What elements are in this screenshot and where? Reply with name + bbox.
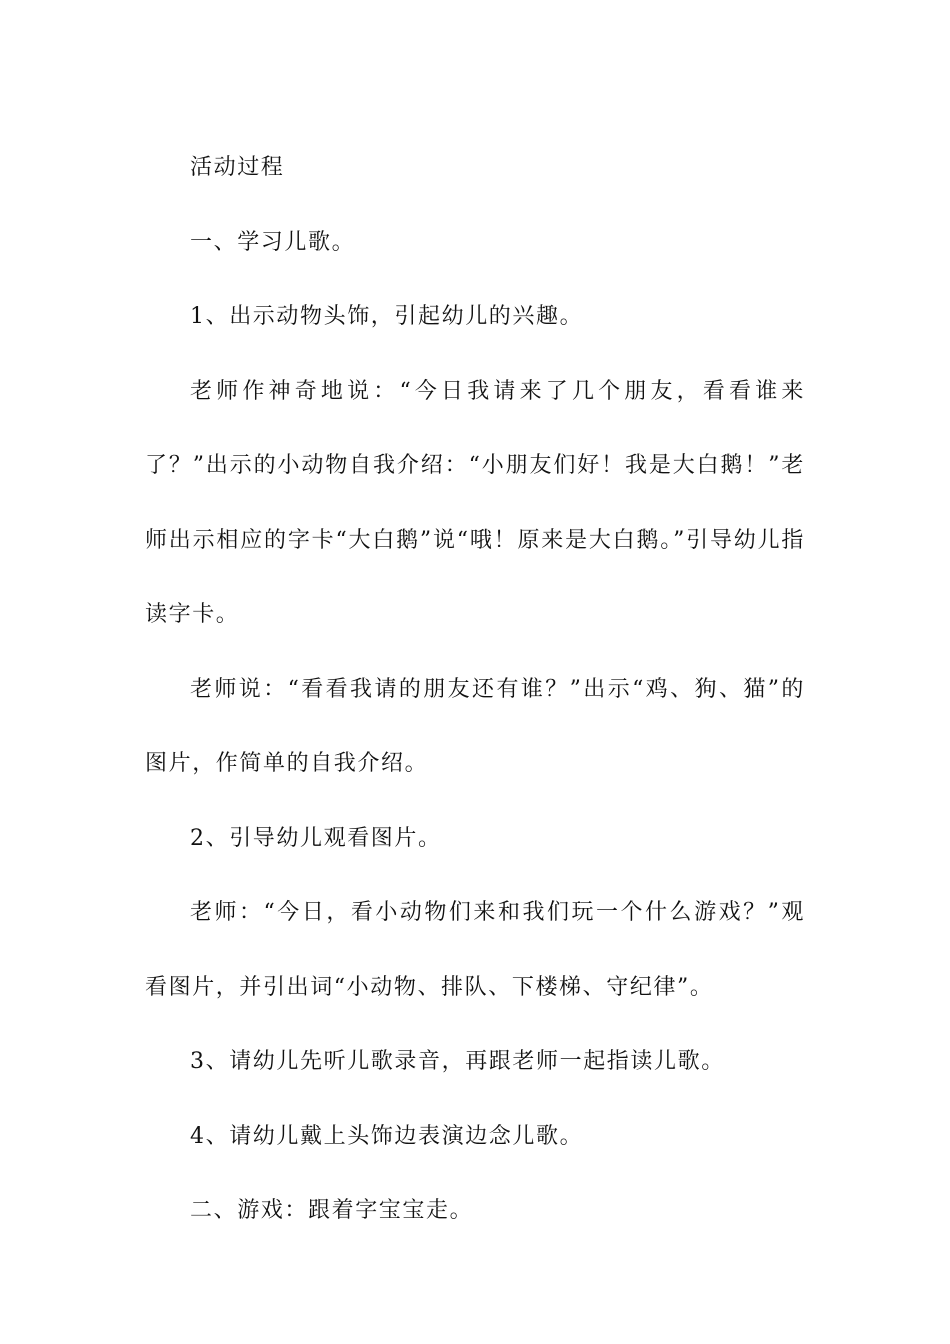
teacher-intro-paragraph: 老师作神奇地说：“今日我请来了几个朋友，看看谁来了？”出示的小动物自我介绍：“小朋友们好！我是大白鹅！”老师出示相应的字卡“大白鹅”说“哦！原来是大白鹅。”引导幼儿指读字卡。	[145, 378, 805, 627]
document-body	[145, 131, 805, 1249]
step-4-paragraph: 4、请幼儿戴上头饰边表演边念儿歌。	[190, 1123, 584, 1149]
teacher-friends-paragraph: 老师说：“看看我请的朋友还有谁？”出示“鸡、狗、猫”的图片，作简单的自我介绍。	[145, 676, 805, 776]
section-heading-activity-process: 活动过程	[190, 155, 285, 180]
teacher-game-paragraph: 老师：“今日，看小动物们来和我们玩一个什么游戏？”观看图片，并引出词“小动物、排队、下楼梯、守纪律”。	[145, 900, 805, 1000]
step-2-paragraph: 2、引导幼儿观看图片。	[190, 825, 442, 851]
section-heading-game: 二、游戏：跟着字宝宝走。	[190, 1198, 474, 1223]
step-1-paragraph: 1、出示动物头饰，引起幼儿的兴趣。	[190, 304, 584, 329]
step-3-paragraph: 3、请幼儿先听儿歌录音，再跟老师一起指读儿歌。	[190, 1049, 725, 1074]
section-heading-learn-song: 一、学习儿歌。	[190, 229, 356, 255]
